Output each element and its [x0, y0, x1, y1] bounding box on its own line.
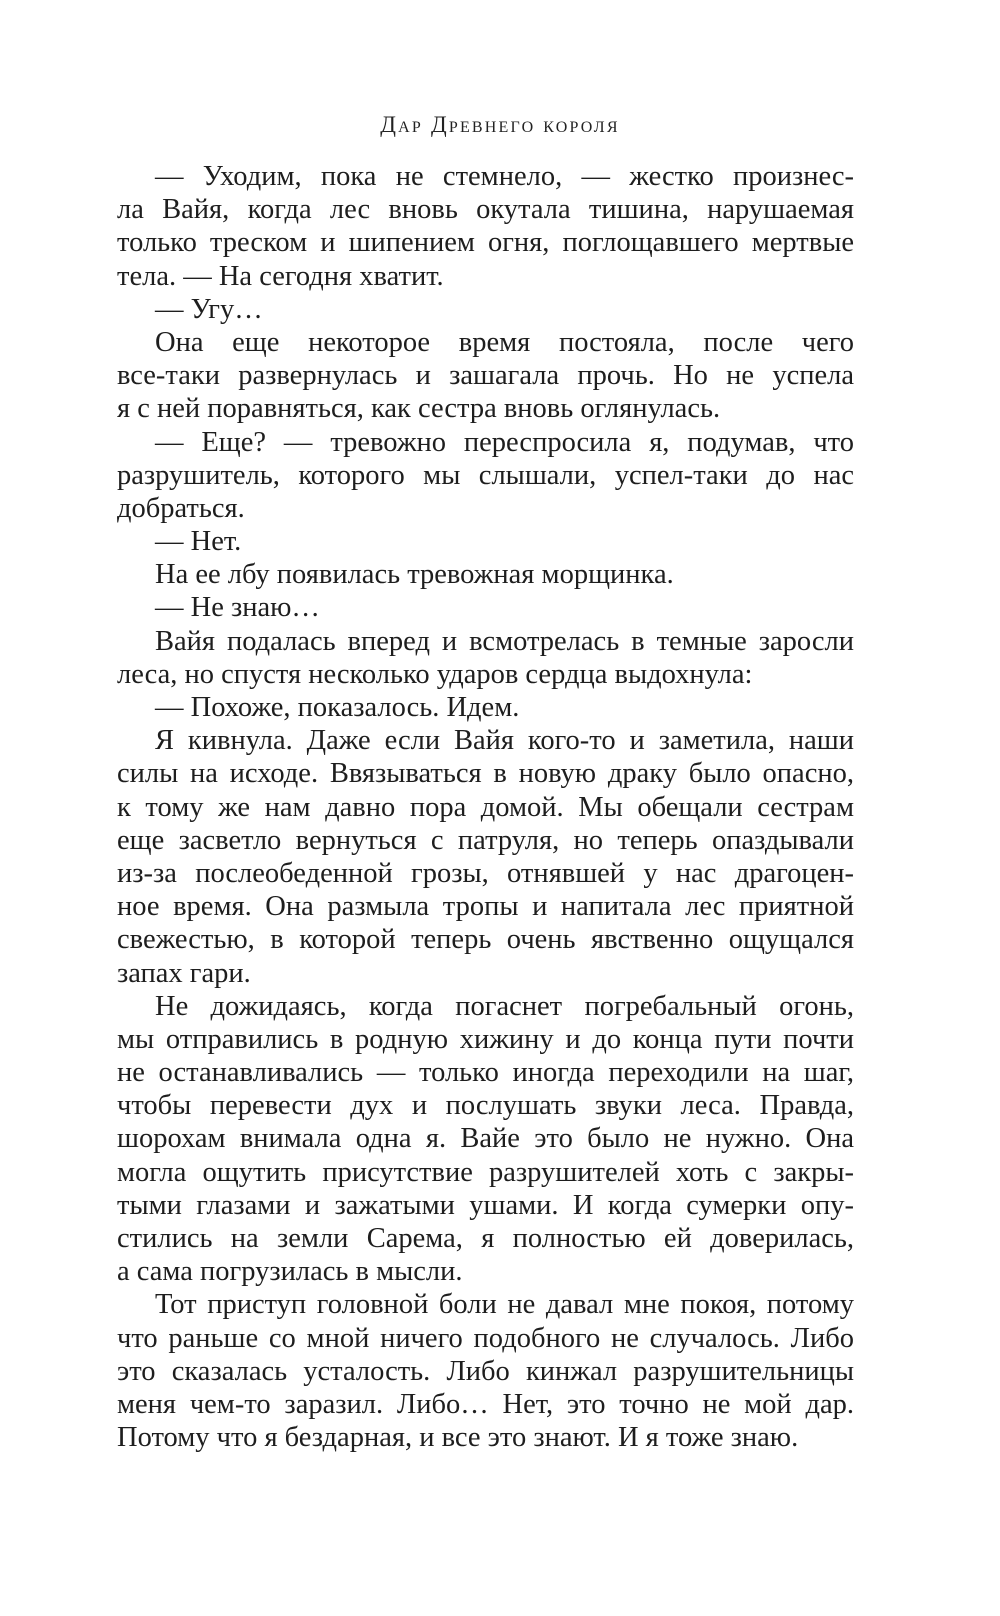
text-line: не останавливались — только иногда переходили на шаг, [117, 1057, 854, 1089]
text-line: запах гари. [117, 957, 251, 989]
text-line: мы отправились в родную хижину и до конца пути почти [117, 1023, 854, 1055]
text-line: — Угу… [155, 293, 263, 325]
text-line: еще засветло вернуться с патруля, но теперь опаздывали [117, 824, 854, 856]
text-line: леса, но спустя несколько ударов сердца выдохнула: [117, 658, 753, 690]
text-line: чтобы перевести дух и послушать звуки леса. Правда, [117, 1090, 854, 1122]
text-line: разрушитель, которого мы слышали, успел-таки до нас [117, 459, 854, 491]
text-line: — Уходим, пока не стемнело, — жестко произнес- [155, 161, 854, 192]
text-line: ное время. Она размыла тропы и напитала лес приятной [117, 891, 854, 923]
text-line: а сама погрузилась в мысли. [117, 1256, 463, 1288]
text-line: шорохам внимала одна я. Вайе это было не нужно. Она [117, 1123, 854, 1155]
text-line: свежестью, в которой теперь очень явственно ощущался [117, 924, 854, 956]
text-line: — Нет. [155, 526, 242, 558]
text-line: все-таки развернулась и зашагала прочь. Но не успела [117, 360, 854, 392]
text-line: могла ощутить присутствие разрушителей хоть с закры- [117, 1156, 854, 1188]
text-line: что раньше со мной ничего подобного не случалось. Либо [117, 1322, 854, 1354]
text-line: тыми глазами и зажатыми ушами. И когда сумерки опу- [117, 1189, 854, 1221]
text-line: Вайя подалась вперед и всмотрелась в темные заросли [155, 625, 854, 657]
body-text [117, 160, 854, 1454]
text-line: к тому же нам давно пора домой. Мы обещали сестрам [117, 791, 854, 823]
text-line: из-за послеобеденной грозы, отнявшей у нас драгоцен- [117, 857, 854, 889]
text-line: Я кивнула. Даже если Вайя кого-то и заметила, наши [155, 725, 854, 757]
paragraph [117, 591, 854, 624]
text-line: только треском и шипением огня, поглощавшего мертвые [117, 227, 854, 259]
text-line: силы на исходе. Ввязываться в новую драку было опасно, [117, 758, 854, 790]
text-line: — Не знаю… [155, 592, 320, 624]
text-line: это сказалась усталость. Либо кинжал разрушительницы [117, 1355, 854, 1387]
paragraph [117, 1288, 854, 1454]
text-line: Не дожидаясь, когда погаснет погребальный огонь, [155, 990, 854, 1022]
text-line: добраться. [117, 492, 245, 524]
running-head: Дар Древнего короля [380, 112, 620, 137]
text-line: ла Вайя, когда лес вновь окутала тишина, нарушаемая [117, 194, 854, 226]
text-line: стились на земли Сарема, я полностью ей доверилась, [117, 1223, 854, 1254]
paragraph [117, 724, 854, 990]
paragraph [117, 160, 854, 293]
paragraph [117, 326, 854, 426]
paragraph [117, 558, 854, 591]
paragraph [117, 293, 854, 326]
paragraph [117, 625, 854, 691]
text-line: Тот приступ головной боли не давал мне покоя, потому [155, 1289, 854, 1321]
paragraph [117, 691, 854, 724]
text-line: тела. — На сегодня хватит. [117, 260, 444, 292]
paragraph [117, 990, 854, 1289]
text-line: Она еще некоторое время постояла, после чего [155, 326, 854, 358]
paragraph [117, 426, 854, 526]
text-line: — Похоже, показалось. Идем. [155, 692, 520, 723]
text-line: я с ней поравняться, как сестра вновь оглянулась. [117, 393, 721, 425]
text-line: Потому что я бездарная, и все это знают. И я тоже знаю. [117, 1422, 799, 1454]
paragraph [117, 525, 854, 558]
text-line: меня чем-то заразил. Либо… Нет, это точно не мой дар. [117, 1388, 854, 1420]
text-line: На ее лбу появилась тревожная морщинка. [155, 559, 674, 591]
text-line: — Еще? — тревожно переспросила я, подумав, что [155, 426, 854, 458]
